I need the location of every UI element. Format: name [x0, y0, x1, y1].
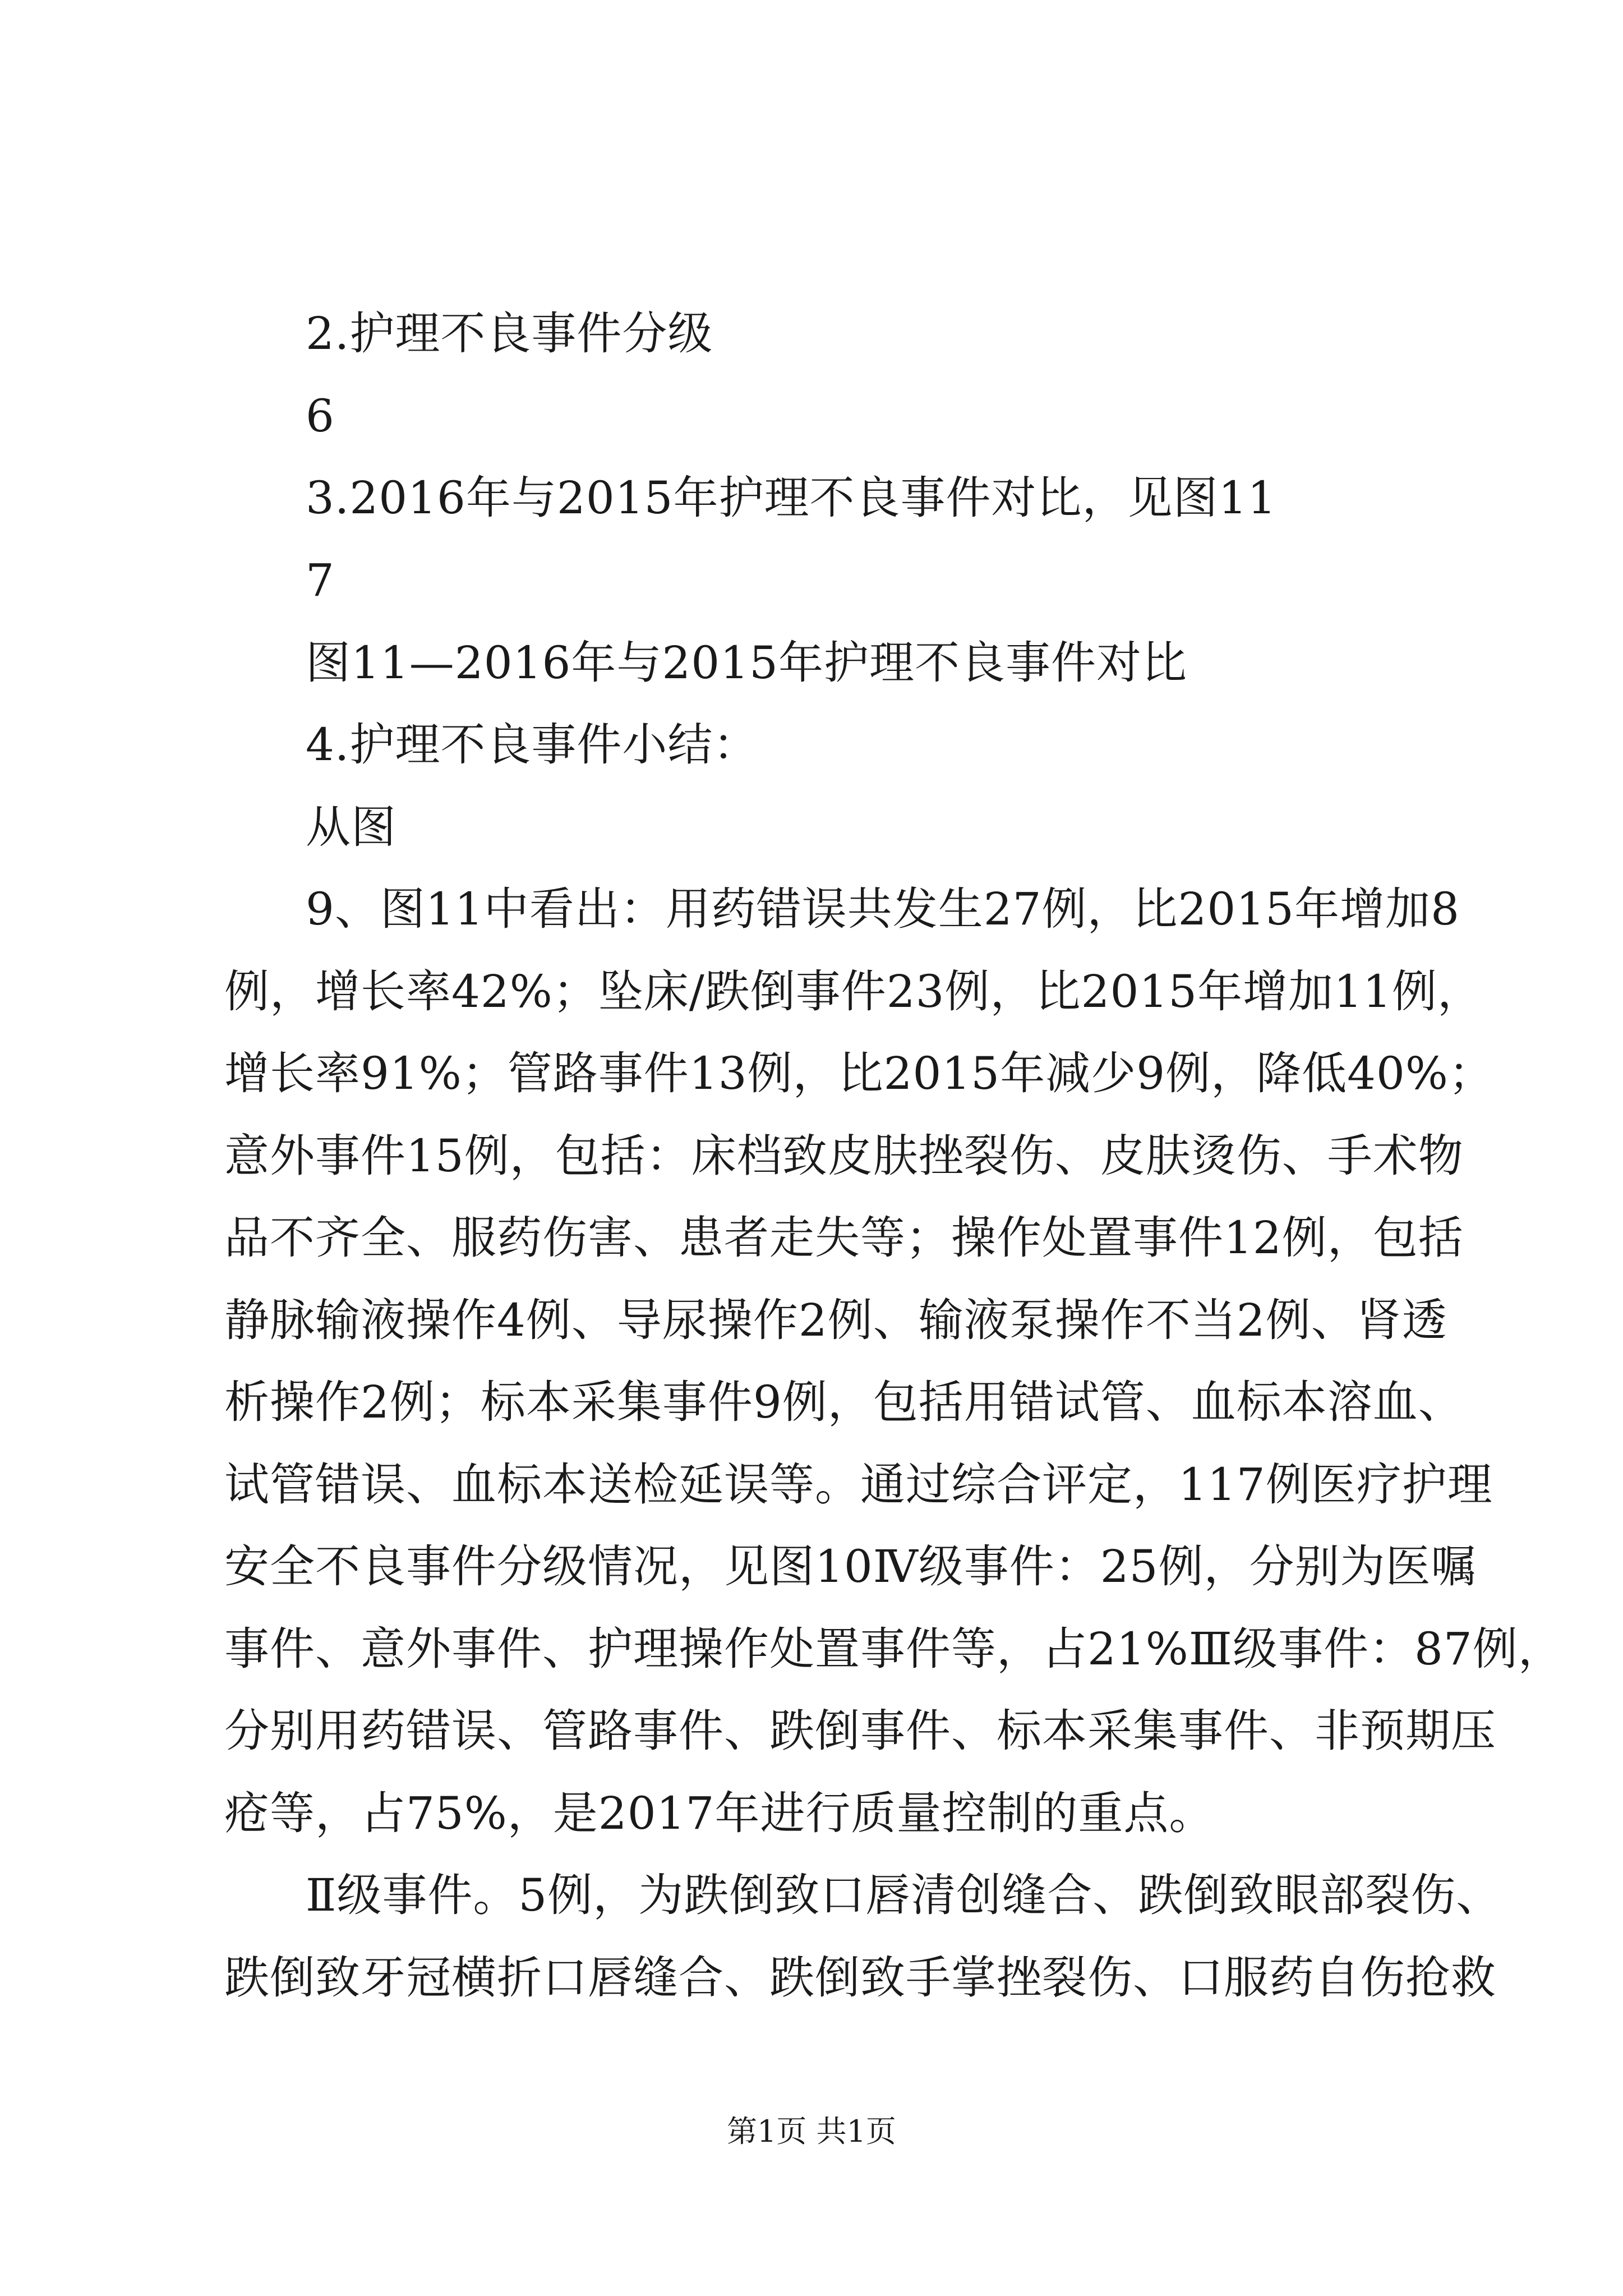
- section-heading-summary: 4.护理不良事件小结：: [306, 719, 759, 771]
- paragraph-line: 从图: [306, 801, 396, 853]
- figure-caption: 图11—2016年与2015年护理不良事件对比: [306, 637, 1187, 689]
- paragraph-line: 静脉输液操作4例、导尿操作2例、输液泵操作不当2例、肾透: [224, 1294, 1447, 1346]
- paragraph-line: 品不齐全、服药伤害、患者走失等；操作处置事件12例，包括: [224, 1212, 1464, 1264]
- page-footer: 第1页 共1页: [727, 2114, 896, 2149]
- section-heading-grading: 2.护理不良事件分级: [306, 307, 713, 360]
- paragraph-line: 试管错误、血标本送检延误等。通过综合评定，117例医疗护理: [224, 1458, 1493, 1511]
- paragraph-line: 增长率91%；管路事件13例，比2015年减少9例，降低40%；: [224, 1047, 1494, 1099]
- paragraph-line: 析操作2例；标本采集事件9例，包括用错试管、血标本溶血、: [224, 1376, 1464, 1428]
- figure-number: 6: [306, 390, 335, 442]
- figure-number: 7: [306, 554, 335, 606]
- paragraph-line: 安全不良事件分级情况，见图10Ⅳ级事件：25例，分别为医嘱: [224, 1540, 1477, 1593]
- paragraph-line: 跌倒致牙冠横折口唇缝合、跌倒致手掌挫裂伤、口服药自伤抢救: [224, 1952, 1496, 2004]
- paragraph-line: 例，增长率42%；坠床/跌倒事件23例，比2015年增加11例，: [224, 965, 1483, 1018]
- paragraph-line: 疮等，占75%，是2017年进行质量控制的重点。: [224, 1787, 1215, 1839]
- paragraph-line: Ⅱ级事件。5例，为跌倒致口唇清创缝合、跌倒致眼部裂伤、: [306, 1869, 1502, 1921]
- paragraph-line: 事件、意外事件、护理操作处置事件等，占21%Ⅲ级事件：87例，: [224, 1623, 1564, 1675]
- section-heading-comparison: 3.2016年与2015年护理不良事件对比，见图11: [306, 472, 1277, 524]
- paragraph-line: 分别用药错误、管路事件、跌倒事件、标本采集事件、非预期压: [224, 1705, 1496, 1757]
- paragraph-line: 意外事件15例，包括：床档致皮肤挫裂伤、皮肤烫伤、手术物: [224, 1130, 1464, 1182]
- paragraph-line: 9、图11中看出：用药错误共发生27例，比2015年增加8: [306, 883, 1460, 935]
